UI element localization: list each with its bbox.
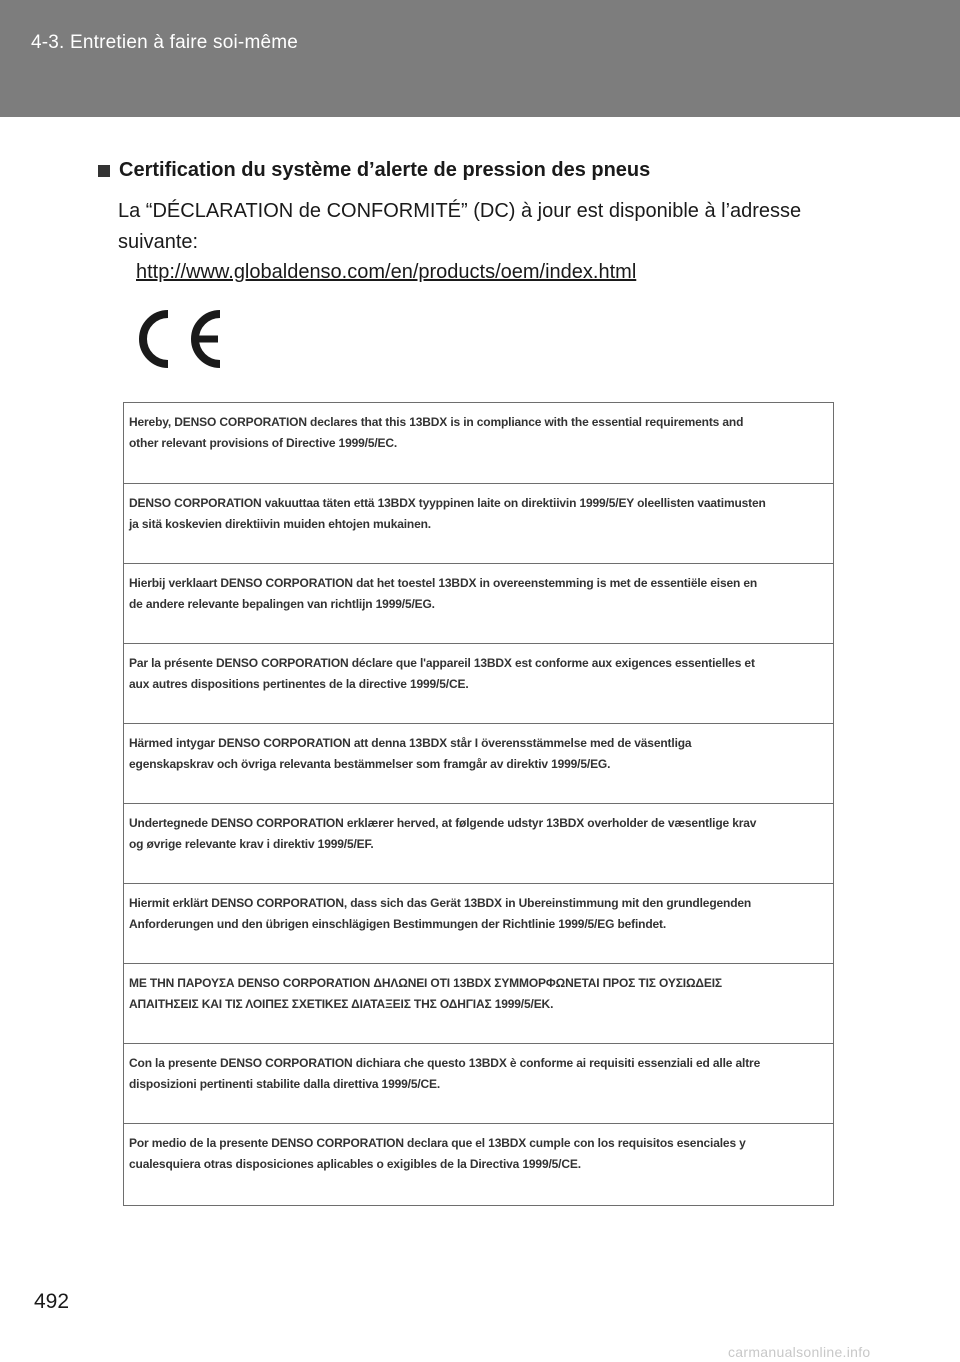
declaration-spanish: Por medio de la presente DENSO CORPORATION declara que el 13BDX cumple con los requisitos esenciales y cualesquiera otras disposiciones aplicables o exigibles de la Directiva 1999/5/CE.	[124, 1123, 833, 1203]
declaration-dutch: Hierbij verklaart DENSO CORPORATION dat het toestel 13BDX in overeenstemming is met de essentiële eisen en de andere relevante bepalingen van richtlijn 1999/5/EG.	[124, 563, 833, 643]
declarations-table	[123, 402, 834, 1206]
declaration-danish: Undertegnede DENSO CORPORATION erklærer herved, at følgende udstyr 13BDX overholder de væsentlige krav og øvrige relevante krav i direktiv 1999/5/EF.	[124, 803, 833, 883]
declaration-french: Par la présente DENSO CORPORATION déclare que l'appareil 13BDX est conforme aux exigences essentielles et aux autres dispositions pertinentes de la directive 1999/5/CE.	[124, 643, 833, 723]
body-paragraph	[118, 196, 878, 258]
declaration-english: Hereby, DENSO CORPORATION declares that this 13BDX is in compliance with the essential requirements and other relevant provisions of Directive 1999/5/EC.	[129, 415, 744, 450]
declaration-german: Hiermit erklärt DENSO CORPORATION, dass sich das Gerät 13BDX in Ubereinstimmung mit den grundlegenden Anforderungen und den übrigen einschlägigen Bestimmungen der Richtlinie 1999/5/EG befindet.	[124, 883, 833, 963]
header-band	[0, 0, 960, 117]
heading-text: Certification du système d’alerte de pression des pneus	[119, 159, 651, 181]
declaration-greek: ΜΕ ΤΗΝ ΠΑΡΟΥΣΑ DENSO CORPORATION ΔΗΛΩΝΕΙ ΟΤΙ 13BDX ΣΥΜΜΟΡΦΩΝΕΤΑΙ ΠΡΟΣ ΤΙΣ ΟΥΣΙΩΔΕΙΣ ΑΠΑΙΤΗΣΕΙΣ ΚΑΙ ΤΙΣ ΛΟΙΠΕΣ ΣΧΕΤΙΚΕΣ ΔΙΑΤΑΞΕΙΣ ΤΗΣ ΟΔΗΓΙΑΣ 1999/5/ΕΚ.	[124, 963, 833, 1043]
page-number: 492	[34, 1290, 70, 1313]
section-heading	[98, 159, 650, 182]
declaration-swedish: Härmed intygar DENSO CORPORATION att denna 13BDX står I överensstämmelse med de väsentliga egenskapskrav och övriga relevanta bestämmelser som framgår av direktiv 1999/5/EG.	[124, 723, 833, 803]
declaration-italian: Con la presente DENSO CORPORATION dichiara che questo 13BDX è conforme ai requisiti essenziali ed alle altre disposizioni pertinenti stabilite dalla direttiva 1999/5/CE.	[124, 1043, 833, 1123]
ce-mark-icon	[134, 306, 226, 372]
declaration-finnish: DENSO CORPORATION vakuuttaa täten että 13BDX tyyppinen laite on direktiivin 1999/5/EY oleellisten vaatimusten ja sitä koskevien direktiivin muiden ehtojen mukainen.	[124, 483, 833, 563]
body-line-1: La “DÉCLARATION de CONFORMITÉ” (DC) à jour est disponible à l’adresse	[118, 200, 802, 222]
square-bullet-icon	[98, 165, 110, 177]
conformity-url-link[interactable]: http://www.globaldenso.com/en/products/oem/index.html	[136, 261, 637, 283]
watermark-text: carmanualsonline.info	[728, 1344, 871, 1360]
body-line-2: suivante:	[118, 231, 199, 253]
section-title: 4-3. Entretien à faire soi-même	[31, 32, 299, 53]
